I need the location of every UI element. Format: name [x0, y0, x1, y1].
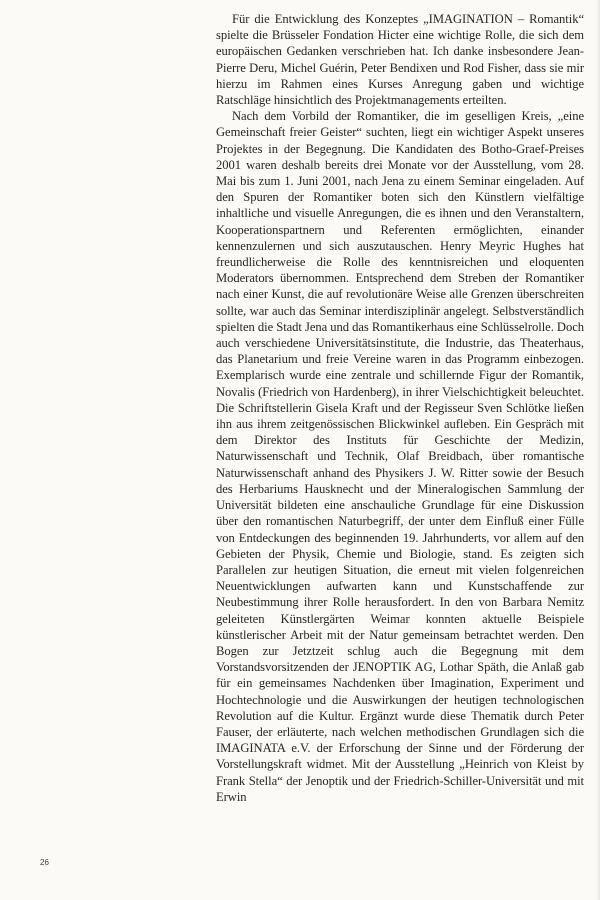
body-text [216, 11, 584, 805]
page-number: 26 [40, 858, 49, 867]
paragraph-1: Für die Entwicklung des Konzeptes „IMAGINATION – Romantik“ spielte die Brüsseler Fondation Hicter eine wichtige Rolle, die sich dem europäischen Gedanken verschrieben hat. Ich danke insbesondere Jean-Pierre Deru, Michel Guérin, Peter Bendixen und Rod Fisher, dass sie mir hierzu im Rahmen eines Kurses Anregung gaben und wichtige Ratschläge hinsichtlich des Projektmanagements erteilten. [216, 12, 584, 108]
paragraph-2: Nach dem Vorbild der Romantiker, die im geselligen Kreis, „eine Gemeinschaft freier Geister“ suchten, liegt ein wichtiger Aspekt unseres Projektes in der Begegnung. Die Kandidaten des Botho-Graef-Preises 2001 waren deshalb bereits drei Monate vor der Ausstellung, vom 28. Mai bis zum 1. Juni 2001, nach Jena zu einem Seminar eingeladen. Auf den Spuren der Romantiker boten sich den Künstlern vielfältige inhaltliche und visuelle Anregungen, die es ihnen und den Veranstaltern, Kooperationspartnern und Referenten ermöglichten, einander kennenzulernen und sich auszutauschen. Henry Meyric Hughes hat freundlicherweise die Rolle des kenntnisreichen und eloquenten Moderators übernommen. Entsprechend dem Streben der Romantiker nach einer Kunst, die auf revolutionäre Weise alle Grenzen überschreiten sollte, war auch das Seminar interdisziplinär angelegt. Selbstverständlich spielten die Stadt Jena und das Romantikerhaus eine Schlüsselrolle. Doch auch verschiedene Universitätsinstitute, die Industrie, das Theaterhaus, das Planetarium und freie Vereine waren in das Programm einbezogen. Exemplarisch wurde eine zentrale und schillernde Figur der Romantik, Novalis (Friedrich von Hardenberg), in ihrer Vielschichtigkeit beleuchtet. Die Schriftstellerin Gisela Kraft und der Regisseur Sven Schlötke ließen ihn aus ihrem zeitgenössischen Blickwinkel aufleben. Ein Gespräch mit dem Direktor des Instituts für Geschichte der Medizin, Naturwissenschaft und Technik, Olaf Breidbach, über romantische Naturwissenschaft anhand des Physikers J. W. Ritter sowie der Besuch des Herbariums Hausknecht und der Mineralogischen Sammlung der Universität bildeten eine anschauliche Grundlage für eine Diskussion über den romantischen Naturbegriff, der unter dem Einfluß einer Fülle von Entdeckungen des beginnenden 19. Jahrhunderts, vor allem auf den Gebieten der Physik, Chemie und Biologie, stand. Es zeigten sich Parallelen zur heutigen Situation, die erneut mit vielen folgenreichen Neuentwicklungen aufwarten kann und Kunstschaffende zur Neubestimmung ihrer Rolle herausfordert. In den von Barbara Nemitz geleiteten Künstlergärten Weimar konnten aktuelle Beispiele künstlerischer Arbeit mit der Natur gemeinsam betrachtet werden. Den Bogen zur Jetztzeit schlug auch die Begegnung mit dem Vorstandsvorsitzenden der JENOPTIK AG, Lothar Späth, die Anlaß gab für ein gemeinsames Nachdenken über Imagination, Experiment und Hochtechnologie und die Auswirkungen der heutigen technologischen Revolution auf die Kultur. Ergänzt wurde diese Thematik durch Peter Fauser, der erläuterte, nach welchen methodischen Grundlagen sich die IMAGINATA e.V. der Erforschung der Sinne und der Förderung der Vorstellungskraft widmet. Mit der Ausstellung „Heinrich von Kleist by Frank Stella“ der Jenoptik und der Friedrich-Schiller-Universität und mit Erwin [216, 109, 584, 804]
page-edge-shadow [596, 0, 600, 900]
